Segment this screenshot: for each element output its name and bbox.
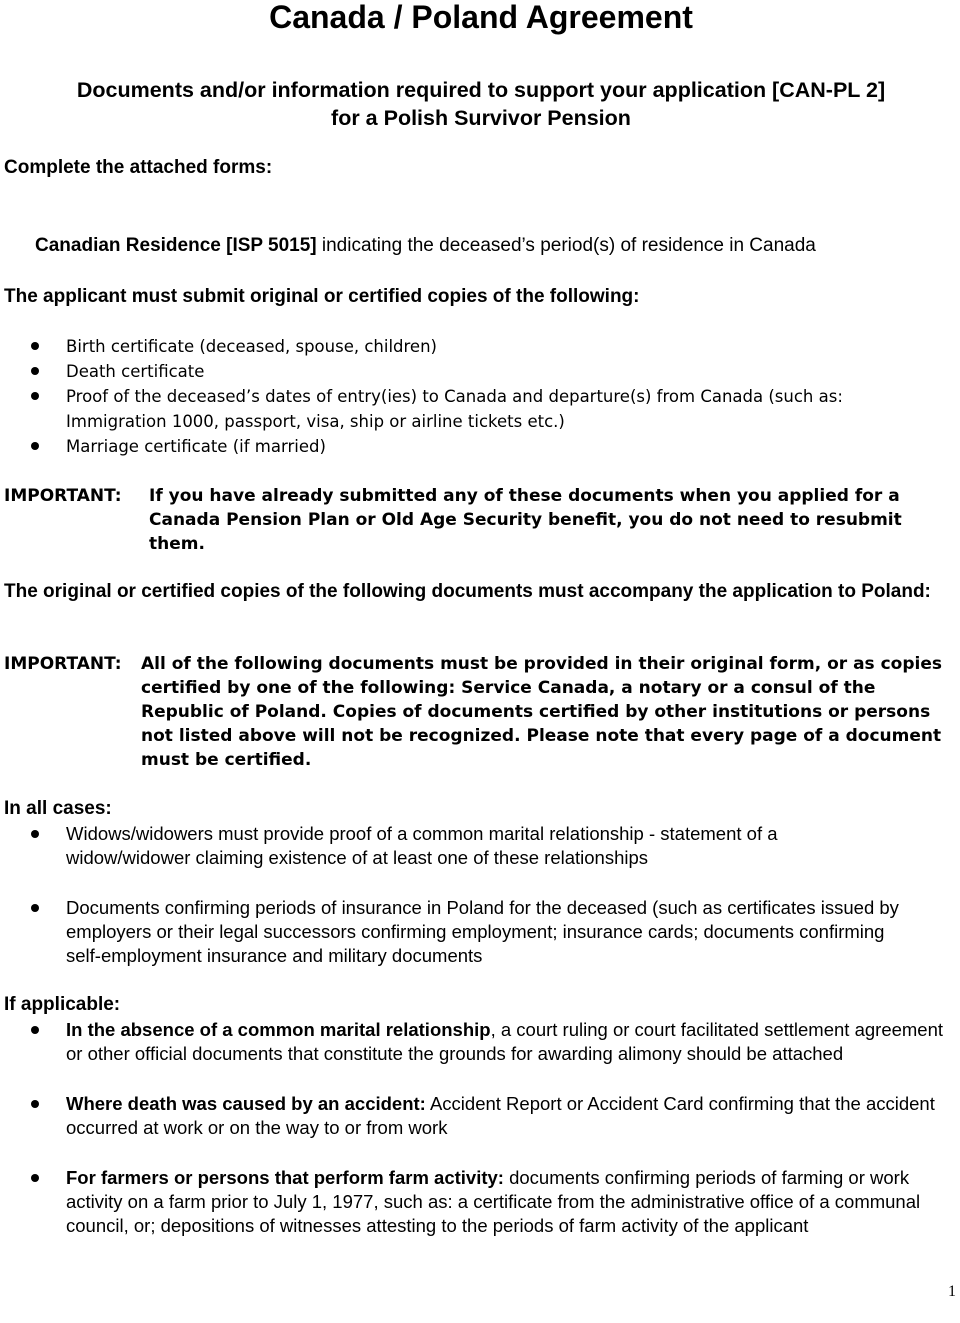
complete-forms-heading: Complete the attached forms: bbox=[4, 157, 273, 178]
list-item: Documents confirming periods of insurance in Poland for the deceased (such as certificates issued by employers or their legal successors confirming employment; insurance cards; documents confirming self-employment insurance and military documents bbox=[0, 896, 905, 968]
important-label: IMPORTANT: bbox=[4, 486, 122, 506]
list-item: Birth certificate (deceased, spouse, children) bbox=[0, 334, 930, 359]
all-cases-list bbox=[0, 822, 905, 968]
important-text: If you have already submitted any of these documents when you applied for a Canada Pension Plan or Old Age Security benefit, you do not need to resubmit them. bbox=[149, 486, 902, 554]
list-item: Where death was caused by an accident: Accident Report or Accident Card confirming that the accident occurred at work or on the way to or from work bbox=[0, 1092, 955, 1140]
subtitle-line-1: Documents and/or information required to support your application [CAN-PL 2] bbox=[76, 78, 886, 102]
important-notice-2 bbox=[4, 652, 952, 772]
document-subtitle bbox=[0, 76, 960, 132]
canadian-residence-line bbox=[35, 234, 816, 258]
list-item: For farmers or persons that perform farm activity: documents confirming periods of farming or work activity on a farm prior to July 1, 1977, such as: a certificate from the administrative office of a communal council, or; depositions of witnesses attesting to the periods of farm activity of the applicant bbox=[0, 1166, 955, 1238]
subtitle-line-2: for a Polish Survivor Pension bbox=[331, 106, 631, 130]
important-text: All of the following documents must be provided in their original form, or as copies certified by one of the following: Service Canada, a notary or a consul of the Republic of Poland. Copies of documents certified by other institutions or persons not listed above will not be recognized. Please note that every page of a document must be certified. bbox=[141, 654, 942, 770]
poland-heading: The original or certified copies of the following documents must accompany the application to Poland: bbox=[4, 581, 931, 602]
list-item: In the absence of a common marital relationship, a court ruling or court facilitated settlement agreement or other official documents that constitute the grounds for awarding alimony should be attached bbox=[0, 1018, 955, 1066]
canadian-residence-description: indicating the deceased’s period(s) of residence in Canada bbox=[316, 235, 816, 256]
page-number: 1 bbox=[948, 1283, 956, 1300]
applicant-documents-list bbox=[0, 334, 930, 459]
list-item: Proof of the deceased’s dates of entry(ies) to Canada and departure(s) from Canada (such as: Immigration 1000, passport, visa, ship or airline tickets etc.) bbox=[0, 384, 928, 434]
list-item: Widows/widowers must provide proof of a common marital relationship - statement of a widow/widower claiming existence of at least one of these relationships bbox=[0, 822, 905, 870]
if-applicable-list bbox=[0, 1018, 955, 1238]
if-applicable-heading: If applicable: bbox=[4, 994, 121, 1015]
list-item: Marriage certificate (if married) bbox=[0, 434, 930, 459]
important-notice-1 bbox=[4, 484, 944, 564]
applicant-heading: The applicant must submit original or certified copies of the following: bbox=[4, 286, 640, 307]
important-label: IMPORTANT: bbox=[4, 654, 122, 674]
all-cases-heading: In all cases: bbox=[4, 798, 112, 819]
canadian-residence-form-name: Canadian Residence [ISP 5015] bbox=[35, 235, 317, 256]
list-item: Death certificate bbox=[0, 359, 930, 384]
document-title: Canada / Poland Agreement bbox=[269, 0, 693, 35]
